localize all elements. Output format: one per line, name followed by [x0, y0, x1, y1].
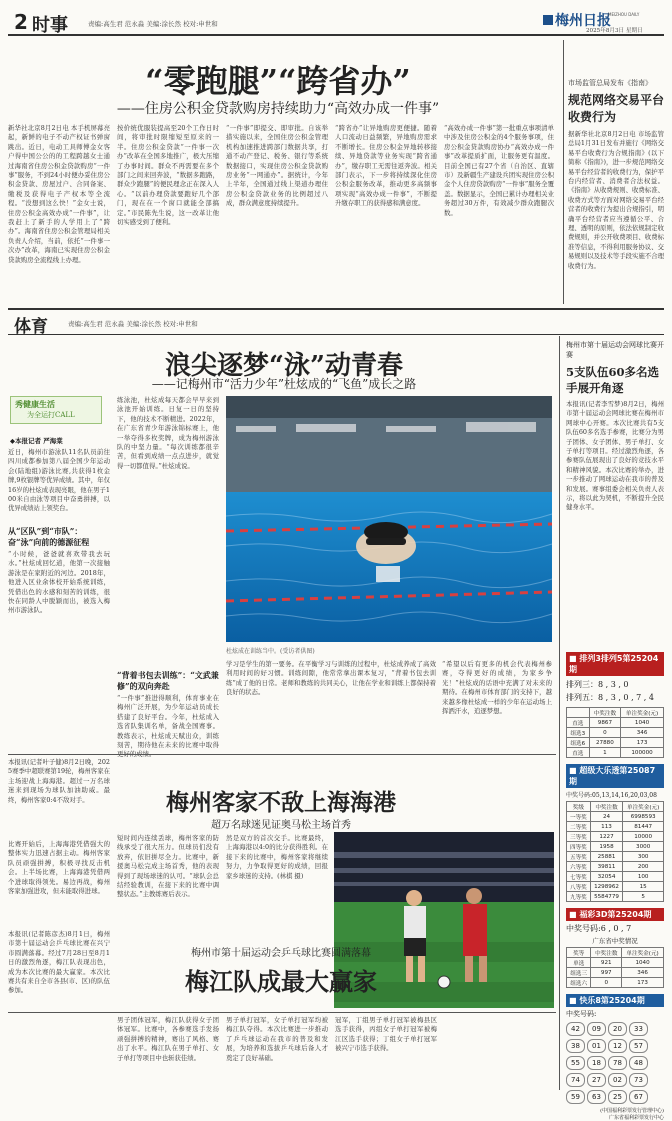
- lottery-square-icon: ■: [569, 996, 580, 1005]
- pingpong-col1: 本报讯(记者陈彦杰)8月1日，梅州市第十届运动会乒乓球比赛在兴宁市圆满落幕。经过7月28日至8月1日的激烈角逐，梅江队表现出色，成为本次比赛的最大赢家。本次比赛共有来自全市各县(市、区)的队伍参加。: [8, 930, 110, 995]
- happy8-ball: 18: [587, 1056, 606, 1070]
- badge-line1: 秀健康生活: [15, 399, 55, 409]
- table-row: 九等奖 5584779 5: [567, 892, 664, 902]
- table-row: 组选3 0 346: [567, 728, 664, 738]
- t1-head-1: 单注奖金(元): [621, 708, 664, 718]
- happy8-ball: 38: [566, 1039, 585, 1053]
- happy8-label: 中奖号码:: [566, 1010, 597, 1018]
- lottery-square-icon: ■: [569, 910, 580, 919]
- t1-head-0: 中奖注数: [589, 708, 620, 718]
- page-staff: 责编:高生君 范永淼 美编:涂长然 校对:申世和: [88, 20, 218, 28]
- article1-col5: “高效办成一件事”第一批重点事项清单中涉及住房公积金的4个服务事项，住房公积金贷款购房协办“高效办成一件事”改革提质扩面，让服务更有温度。目前全国已有27个省（自治区、直辖市）及新疆生产建设兵团实现住房公积金个人住房贷款购房“一件事”服务全覆盖。数据显示，全国已累计办理相关业务超过30万件，有效减少群众跑腿次数。: [444, 124, 554, 217]
- table-row: 七等奖 32054 100: [567, 872, 664, 882]
- fc3d-prize-table: 奖等 中奖注数 单注奖金(元) 单选 921 1040 组选三 997 346 组选六 0 173: [566, 947, 664, 988]
- swim-col4: 学习是学生的第一要务。在平衡学习与训练的过程中，杜炫成养成了高效利用时间的好习惯。训练间隙，他常常拿出课本复习，“背着书包去训练”成了他的日常。老师和教练的共同关心，让他在学业和训练上都保持着良好的状态。: [226, 660, 436, 697]
- sidebar-platform-fees: [568, 78, 664, 304]
- health-badge: [10, 396, 102, 424]
- happy8-ball: 20: [608, 1022, 627, 1036]
- fc3d-note: 广东省中奖情况: [592, 937, 638, 945]
- pingpong-col5: [444, 1016, 554, 1092]
- table-row: 直选 1 100000: [567, 748, 664, 758]
- swim-headline: 浪尖逐梦“泳”动青春: [165, 351, 403, 381]
- dlt-title: ■ 超级大乐透第25087期: [566, 764, 664, 788]
- p3-prize-table: [566, 707, 664, 758]
- fc3d-title: ■ 福彩3D第25204期: [566, 908, 664, 921]
- logo-square-icon: [543, 15, 553, 25]
- pingpong-col2: 男子团体冠军，梅江队获得女子团体冠军。比赛中，各参赛选手发扬顽强拼搏的精神，赛出了风格、赛出了水平。梅江队在男子单打、女子单打等项目中也斩获佳绩。: [117, 1016, 219, 1062]
- dlt-prize-table: 奖级 中奖注数 单注奖金(元) 一等奖 24 6998593 二等奖 113 81447 三等奖 1227 10000 四等奖 1958 3000 五等奖 25881 300 六等奖 39811 200 七等奖 32054 100 八等奖 1298962 15 九等奖 5584779 5: [566, 801, 664, 902]
- badge-line2: 为全运打CALL: [27, 411, 75, 419]
- table-row: 八等奖 1298962 15: [567, 882, 664, 892]
- table-row: 五等奖 25881 300: [567, 852, 664, 862]
- pingpong-col4: 冠军，丁组男子单打冠军被梅县区选手获得，丙组女子单打冠军被梅江区选手获得；丁组女子单打冠军被兴宁市选手获得。: [335, 1016, 437, 1053]
- table-row: 二等奖 113 81447: [567, 822, 664, 832]
- happy8-ball: 02: [608, 1073, 627, 1087]
- happy8-ball: 74: [566, 1073, 585, 1087]
- swim-section-heading-2: “背着书包去训练”：“文武兼修”的双向奔赴: [117, 670, 219, 691]
- sidebar1-headline: 规范网络交易平台收费行为: [568, 93, 665, 124]
- lottery-square-icon: ■: [569, 654, 580, 663]
- lottery-footer-2: 广东省福利彩票发行中心: [608, 1115, 664, 1121]
- happy8-ball: 73: [629, 1073, 648, 1087]
- article1-col2: 按价统优服装提高至20个工作日时间，将审批时限缩短至原来的一半。住房公积金贷款“一件事一次办”改革在全国多地推广，极大压缩了办事时间。群众不再需要在多个部门之间来回奔波，“数据多跑路，群众少跑腿”的便民理念正在深入人心。“以前办理贷款要跑好几个部门，现在在一个窗口就能全部搞定。”市民陈先生说，这一改革让他切实感受到了便利。: [117, 124, 219, 227]
- swim-section-heading-1: 从“区队”到“市队”：奋“泳”向前的德源征程: [8, 526, 90, 547]
- page-section-title: 时事: [32, 15, 68, 36]
- paper-name-en: MEIZHOU DAILY: [608, 12, 640, 17]
- happy8-ball: 48: [629, 1056, 648, 1070]
- football-col1b: 比赛开始后，上海海港凭借强大的整体实力迅速占据主动。梅州客家队员顽强拼搏，积极寻找反击机会。上半场比赛，上海海港凭借两个进球取得领先。易边再战，梅州客家加强进攻，但未能取得进球。: [8, 840, 110, 896]
- happy8-ball: 67: [629, 1090, 648, 1104]
- lottery-panel: [566, 652, 664, 1121]
- happy8-ball: 25: [608, 1090, 627, 1104]
- football-subheadline: 超万名球迷见证奥马松主场首秀: [211, 820, 351, 831]
- pingpong-headline: 梅江队成最大赢家: [185, 967, 377, 996]
- table-row: 三等奖 1227 10000: [567, 832, 664, 842]
- vertical-divider-top: [563, 40, 564, 304]
- sidebar2-headline: 5支队伍60多名选手展开角逐: [566, 365, 660, 395]
- happy8-ball: 01: [587, 1039, 606, 1053]
- happy8-ball: 57: [629, 1039, 648, 1053]
- happy8-ball: 27: [587, 1073, 606, 1087]
- table-row: 单选 921 1040: [567, 958, 664, 968]
- pingpong-col3: 男子单打冠军，女子单打冠军均被梅江队夺得。本次比赛进一步推动了乒乓球运动在我市的普及和发展，为培养和选拔乒乓球后备人才奠定了良好基础。: [226, 1016, 328, 1062]
- horizontal-divider-football: [8, 754, 556, 755]
- sports-section-title: 体育: [14, 317, 48, 337]
- happy8-ball: 63: [587, 1090, 606, 1104]
- table-row: 四等奖 1958 3000: [567, 842, 664, 852]
- sidebar2-kicker: 梅州市第十届运动会网球比赛开赛: [566, 341, 664, 359]
- swimmer-photo-graphic: [226, 396, 552, 642]
- table-row: 一等奖 24 6998593: [567, 812, 664, 822]
- vertical-divider-mid: [559, 336, 560, 1090]
- happy8-ball: 78: [608, 1056, 627, 1070]
- dlt-numbers: 中奖号码:05,13,14,16,20,03,08: [566, 792, 657, 799]
- happy8-ball: 33: [629, 1022, 648, 1036]
- swimmer-photo: [226, 396, 552, 642]
- paper-logo: 梅州日报: [543, 10, 611, 30]
- reporter-line: ◆本报记者 严海棠: [10, 437, 63, 445]
- happy8-ball: 55: [566, 1056, 585, 1070]
- swim-subheadline: ——记梅州市“活力少年”杜炫成的“飞鱼”成长之路: [151, 377, 417, 391]
- happy8-ball: 42: [566, 1022, 585, 1036]
- sidebar2-body: 本报讯(记者李雪梦)8月2日，梅州市第十届运动会网球比赛在梅州市网球中心开赛。本次比赛共有5支队伍60多名选手参赛，比赛分为男子团体、女子团体、男子单打、女子单打等项目。经过激烈角逐，各参赛队伍展现出了良好的竞技水平和精神风貌。本次比赛的举办，进一步推动了网球运动在我市的普及和发展。赛事组委会相关负责人表示，将以此为契机，不断提升全民健身水平。: [566, 400, 664, 512]
- fc3d-numbers: 中奖号码:6 , 0 , 7: [566, 924, 632, 933]
- happy8-ball-grid: [566, 1021, 664, 1105]
- issue-date: 2025年8月3日 星期日: [586, 28, 643, 34]
- table-row: 六等奖 39811 200: [567, 862, 664, 872]
- table-row: 组选三 997 346: [567, 968, 664, 978]
- swim-col3: “一件事”推进得顺利，体育事业在梅州广泛开展，为少年运动员成长搭建了良好平台。今年，杜炫成入选省队集训名单，备战全国赛事。教练表示，杜炫成天赋出众，训练刻苦，期待他在未来的比赛中取得: [117, 694, 219, 750]
- page-number: 2: [14, 10, 28, 34]
- sports-staff: 责编:高生君 范永淼 美编:涂长然 校对:申世和: [68, 320, 198, 328]
- article-housing-fund: [8, 36, 560, 304]
- football-col3: 然是双方的首次交手。比赛最终，上海海港以4:0的比分获得胜利。在接下来的比赛中，梅州客家将继续努力，力争取得更好的成绩，回报家乡球迷的支持。(林棋 摄): [226, 834, 328, 880]
- sidebar-tennis: [566, 340, 664, 650]
- lottery-square-icon: ■: [569, 766, 580, 775]
- sidebar1-body: 据新华社北京8月2日电 市场监管总局1月31日发布并施行《网络交易平台收费行为合规指南》(以下简称《指南》)，进一步规范网络交易平台经营者的收费行为，保护平台内经营者、消费者合法权益。《指南》从收费规则、收费标准、收费方式等方面对网络交易平台经营者的收费行为提出合规指引，明确平台经营者应当遵循公平、合理、透明的原则，依法依规制定收费规则，并公开收费项目、收费标准等信息，不得利用服务协议、交易规则以及技术等手段实施不合理收费行为。: [568, 130, 664, 270]
- table-row: 直选 9867 1040: [567, 718, 664, 728]
- sports-section-bar: [8, 308, 664, 335]
- swim-col1b: “小时候，爸爸就喜欢带我去玩水。”杜炫成回忆道，他第一次接触游泳是在家附近的河边。2018年，他进入区业余体校开始系统训练，凭借出色的水感和刻苦的训练，很快在同龄人中脱颖而出，被选入梅州市游泳队。: [8, 550, 110, 615]
- pingpong-kicker: 梅州市第十届运动会乒乓球比赛圆满落幕: [191, 948, 371, 959]
- photo-caption: 杜炫成在训练当中。(受访者供图): [226, 648, 315, 655]
- football-col1: 本报讯(记者叶子健)8月2日晚，2025赛季中超联赛第19轮，梅州客家在主场迎战上海海港。超过一万名球迷来到现场为球队加油助威。最终，梅州客家0:4不敌对手。: [8, 758, 111, 804]
- happy8-ball: 09: [587, 1022, 606, 1036]
- swim-col1: 近日，梅州市游泳队11名队员前往四川成都参加第八届全国少年运动会(陆地组)游泳比赛,共获得1枚金牌,9枚银牌等优异成绩。其中，年仅16岁的杜炫成表现亮眼，他在男子100米自由泳等项目中奋勇拼搏，以优异成绩站上领奖台。: [8, 448, 110, 513]
- football-headline: 梅州客家不敌上海海港: [166, 789, 396, 816]
- p3-line: 排列三：8 , 3 , 0: [566, 680, 629, 689]
- table-row: 组选6 27880 173: [567, 738, 664, 748]
- swim-col2: 练泳池，杜炫成每天都会早早来到泳池开始训练。日复一日的坚持下，他的技术不断精进。2022年，在广东省青少年游泳锦标赛上，他一举夺得多枚奖牌，成为梅州游泳队的中坚力量。“每次训练都很辛苦，但看到成绩一点点进步，就觉得一切都值得。”杜炫成说。: [117, 396, 219, 470]
- article1-subheadline: ——住房公积金贷款购房持续助力“高效办成一件事”: [116, 101, 440, 117]
- masthead: [8, 8, 664, 36]
- p3-title: ■ 排列3排列5第25204期: [566, 652, 664, 676]
- article1-col3: “一件事”即提交、即审批。自该举措实施以来，全国住房公积金管理机构加速推进跨部门数据共享，打通不动产登记、税务、银行等系统数据接口，实现住房公积金贷款购房业务“一网通办”。据统计，今年上半年，全国通过线上渠道办理住房公积金贷款业务的比例超过八成，群众满意度持续提升。: [226, 124, 328, 208]
- happy8-ball: 12: [608, 1039, 627, 1053]
- table-row: 组选六 0 173: [567, 978, 664, 988]
- happy8-ball: 59: [566, 1090, 585, 1104]
- article1-col4: “跨省办”让异地购房更便捷。随着人口流动日益频繁，异地购房需求不断增长。住房公积金异地转移接续、异地贷款等业务实现“跨省通办”，缴存职工无需往返奔波。相关部门表示，下一步将持续深化住房公积金服务改革，推动更多高频事项实现“高效办成一件事”，不断提升缴存职工的获得感和满意度。: [335, 124, 437, 208]
- p5-line: 排列五：8 , 3 , 0 , 7 , 4: [566, 693, 654, 702]
- article1-headline: “零跑腿”“跨省办”: [145, 62, 411, 100]
- sidebar1-kicker: 市场监管总局发布《指南》: [568, 79, 652, 87]
- swim-col5: “希望以后有更多的机会代表梅州参赛，夺得更好的成绩，为家乡争光！”杜炫成的话语中充满了对未来的期待。在梅州市体育部门的支持下，越来越多像杜炫成一样的少年在运动场上挥洒汗水，追逐梦想。: [442, 660, 552, 716]
- lottery-footer-1: (中国福利彩票发行管理中心): [600, 1108, 664, 1114]
- happy8-title: ■ 快乐8第25204期: [566, 994, 664, 1007]
- football-col2: 短时间内连续丢球，梅州客家的防线承受了很大压力。但球员们没有放弃，依旧拼尽全力。比赛中，新援奥马松完成主场首秀，他的表现得到了现场球迷的认可。“球队会总结经验教训，在接下来的比赛中调整状态。”主教练赛后表示。: [117, 834, 219, 899]
- article1-col1: 新华社北京8月2日电 本手机屏幕亮起，新鲜的电子不动产权证书弹窗跳出。近日，电动工具师傅金女客户得中国公公的的工程跨越女士通过海南省住房公积金贷款购房“一件事”服务，不到24小时便办妥住房公积金贷款、房屋过户、合同备案、缴税及获得电子产权本等全流程。“没想到这么快！”金女士说，住房公积金高效办成“一件事”，让我赶上了新手的人学用上了“跨办”。海南省住房公积金管理局相关负责人介绍，当前，依托“一件事一次办”改革，海南已实现住房公积金贷款购房全流程线上办理。: [8, 124, 110, 264]
